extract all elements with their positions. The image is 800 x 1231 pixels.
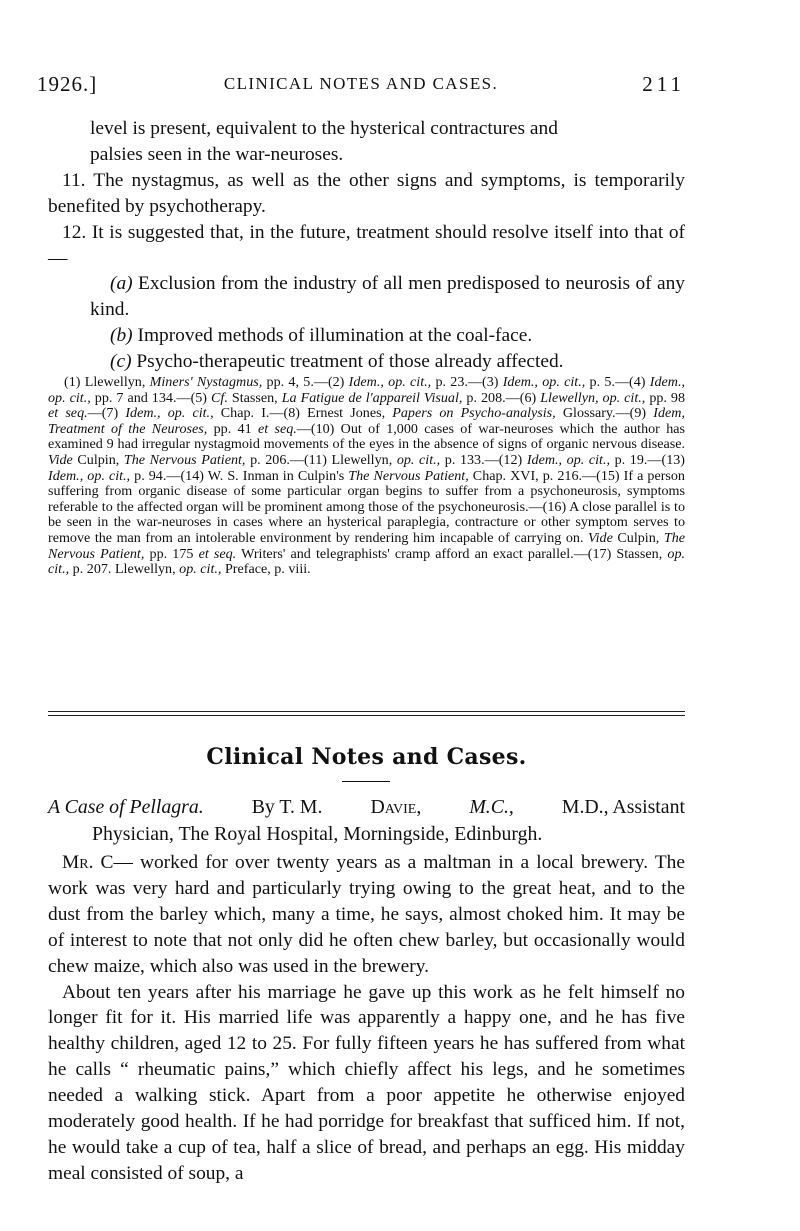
fn-text: p. 206.—(11) Llewellyn, — [250, 451, 393, 468]
item-a-label: (a) — [110, 273, 133, 295]
case-body — [48, 850, 685, 1187]
fn-text: pp. 4, 5.—(2) — [266, 374, 345, 390]
summary-item-c — [48, 349, 685, 375]
summary-section — [48, 116, 685, 375]
fn-text: p. 23.—(3) — [435, 374, 499, 390]
rule-line-bottom — [48, 715, 685, 716]
section-title-rule — [342, 781, 390, 782]
header-running-title: CLINICAL NOTES AND CASES. — [223, 74, 499, 93]
running-header — [37, 72, 685, 100]
item-c-text: Psycho-therapeutic treatment of those already affected. — [136, 351, 564, 373]
fn-text: p. 207. Llewellyn, — [72, 561, 176, 578]
fn-text: Culpin, — [77, 451, 120, 468]
case-p1-text: C— worked for over twenty years as a maltman in a local brewery. The work was very hard and particularly trying owing to the great heat, and to the dust from the barley which, many a time, he says, almost choked him. It may be of interest to note that not only did he often chew barley, but occasionally would chew maize, which also was used in the brewery. — [48, 852, 685, 977]
fn-title: La Fatigue de l'appareil Visual, — [281, 389, 463, 406]
fn-ital: et seq. — [48, 405, 88, 422]
item-b-label: (b) — [110, 325, 133, 347]
fn-ital: Idem., op. cit., — [48, 467, 131, 484]
fn-text: pp. 175 — [149, 545, 194, 562]
fn-title: Papers on Psycho-analysis, — [392, 405, 556, 422]
fn-text: pp. 98 — [649, 389, 686, 406]
fn-text: Writers' and telegraphists' cramp afford an exact parallel.—(17) Stassen, — [241, 545, 663, 562]
summary-para11: 11. The nystagmus, as well as the other signs and symptoms, is temporarily benefited by psychotherapy. — [48, 169, 685, 217]
case-p1-lead: Mr. — [62, 852, 94, 873]
summary-para12: 12. It is suggested that, in the future, treatment should resolve itself into that of— — [48, 221, 685, 269]
summary-item-b — [48, 323, 685, 349]
fn-ital: et seq. — [257, 420, 297, 437]
case-degree: M.C., — [469, 796, 514, 818]
fn-title: The Nervous Patient, — [48, 529, 685, 562]
fn-text: pp. 7 and 134.—(5) — [94, 389, 207, 406]
fn-ital: Idem., op. cit., — [48, 374, 685, 406]
fn-text: —(10) Out of 1,000 cases of war-neuroses which the author has examined 9 had irregular nystagmoid movements of the eyes in the absence of signs of organic nervous disease. — [48, 420, 685, 453]
fn-text: Glossary.—(9) — [562, 405, 647, 422]
fn-text: Preface, p. viii. — [224, 561, 311, 578]
fn-text: Stassen, — [231, 389, 278, 406]
fn-title: The Nervous Patient, — [348, 467, 469, 484]
fn-text: —(7) — [87, 405, 119, 422]
fn-ital: Idem., op. cit., — [526, 451, 611, 468]
case-heading — [48, 794, 685, 848]
fn-text: p. 94.—(14) W. S. Inman in Culpin's — [134, 467, 345, 484]
fn-ital: op. cit., — [48, 545, 686, 578]
fn-text: (1) Llewellyn, — [64, 374, 146, 390]
fn-text: p. 19.—(13) — [614, 451, 685, 468]
fn-ital: et seq. — [198, 545, 237, 562]
footnotes — [48, 375, 685, 578]
item-a-text: Exclusion from the industry of all men predisposed to neurosis of any kind. — [90, 273, 685, 321]
fn-text: Chap. XVI, p. 216.—(15) If a person suffering from organic disease of some particular organ begins to suffer from a psychoneurosis, symptoms referable to the affected organ will be prominent among those of the psychoneurosis.—(16) A close parallel is to be seen in the war-neuroses in cases where an hysterical paraplegia, contracture or other symptom serves to remove the man from an intolerable environment by rendering him incapable of carrying on. — [48, 467, 685, 546]
fn-text: p. 5.—(4) — [589, 374, 646, 390]
fn-title: The Nervous Patient, — [123, 451, 246, 468]
footnotes-block — [48, 375, 685, 578]
header-page-number: 211 — [642, 72, 685, 96]
case-heading-line2: Physician, The Royal Hospital, Morningside, Edinburgh. — [92, 823, 543, 845]
case-by: By T. M. — [251, 796, 323, 818]
summary-para10-line1: level is present, equivalent to the hysterical contractures and — [90, 118, 558, 139]
fn-text: p. 133.—(12) — [444, 451, 523, 468]
fn-ital: Llewellyn, op. cit., — [540, 389, 646, 406]
fn-ital: Vide — [48, 451, 73, 468]
case-title: A Case of Pellagra. — [48, 796, 204, 818]
fn-text: pp. 41 — [213, 420, 252, 437]
fn-ital: Cf. — [211, 389, 228, 406]
case-paragraph-1 — [48, 850, 685, 980]
section-title: Clinical Notes and Cases. — [206, 744, 527, 770]
double-rule-divider — [48, 710, 685, 718]
item-b-text: Improved methods of illumination at the coal-face. — [137, 325, 533, 347]
fn-ital: Idem., op. cit., — [125, 405, 214, 422]
item-c-label: (c) — [110, 351, 132, 373]
fn-title: Idem, Treatment of the Neuroses, — [48, 405, 685, 437]
case-author: Davie, — [370, 796, 422, 818]
case-paragraph-2: About ten years after his marriage he gave up this work as he felt himself no longer fit for it. His married life was apparently a happy one, and he has five healthy children, aged 12 to 25. For fully fifteen years he has suffered from what he calls “ rheumatic pains,” which chiefly affect his legs, and he sometimes needed a walking stick. Apart from a poor appetite he otherwise enjoyed moderately good health. If he had porridge for breakfast that sufficed him. If not, he would take a cup of tea, half a slice of bread, and perhaps an egg. His midday meal consisted of soup, a — [48, 981, 685, 1184]
case-affiliation: M.D., Assistant — [561, 796, 685, 818]
fn-text: Culpin, — [617, 529, 660, 546]
header-year: 1926.] — [37, 72, 98, 96]
fn-ital: Idem., op. cit., — [348, 374, 432, 390]
fn-ital: Idem., op. cit., — [502, 374, 586, 390]
fn-ital: op. cit., — [396, 451, 441, 468]
summary-item-a — [48, 271, 685, 323]
fn-ital: Vide — [588, 529, 613, 546]
fn-text: p. 208.—(6) — [466, 389, 537, 406]
rule-line-top — [48, 711, 685, 712]
fn-text: Chap. I.—(8) Ernest Jones, — [220, 405, 386, 422]
summary-para10-line2: palsies seen in the war-neuroses. — [90, 143, 344, 165]
fn-ital: op. cit., — [179, 561, 222, 578]
case-heading-line1 — [48, 794, 685, 821]
fn-title: Miners' Nystagmus, — [149, 374, 263, 390]
